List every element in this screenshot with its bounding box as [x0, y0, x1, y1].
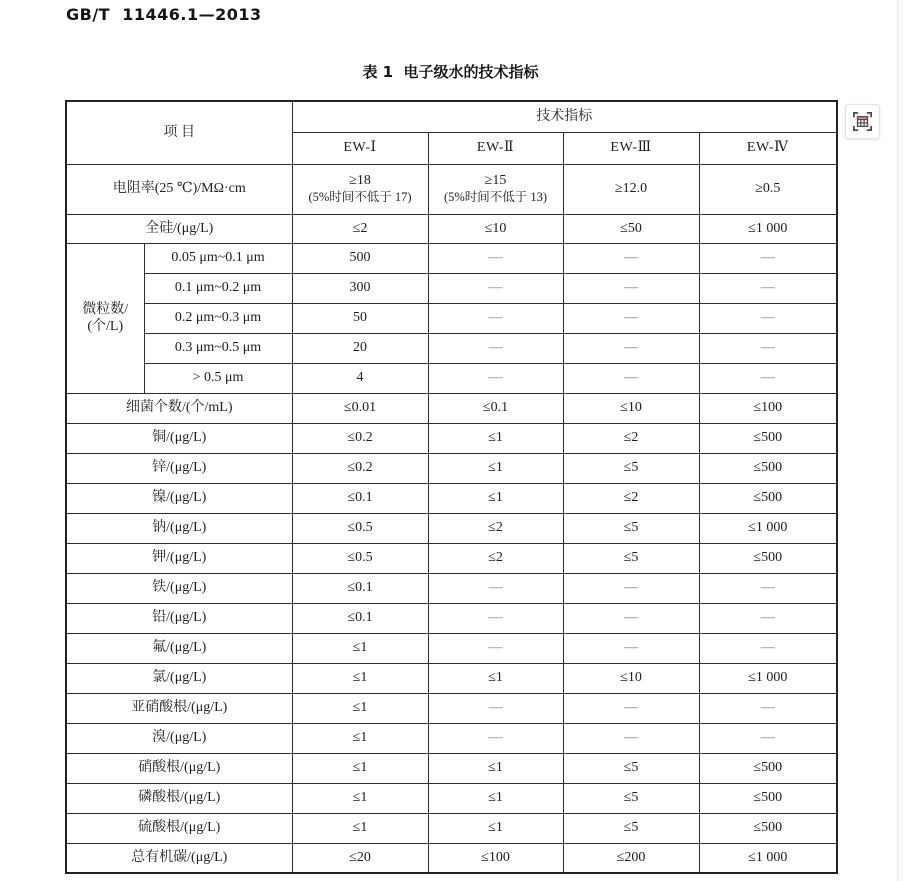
- row-label: 硝酸根/(μg/L): [66, 753, 292, 783]
- table-row: [66, 483, 837, 513]
- value-cell: ≤1: [428, 663, 563, 693]
- value-cell: —: [428, 633, 563, 663]
- value-cell: ≤500: [699, 423, 837, 453]
- value-cell: ≤500: [699, 783, 837, 813]
- page-edge-fill: [898, 0, 903, 881]
- value-cell: —: [699, 273, 837, 303]
- row-label: 钠/(μg/L): [66, 513, 292, 543]
- value-cell: —: [563, 243, 699, 273]
- group-label-line: (个/L): [87, 319, 124, 334]
- row-label: 磷酸根/(μg/L): [66, 783, 292, 813]
- value-cell: ≤2: [292, 214, 428, 243]
- value-cell: ≤5: [563, 783, 699, 813]
- value-cell: ≤200: [563, 843, 699, 873]
- row-label: 0.2 μm~0.3 μm: [144, 303, 292, 333]
- particle-group-label: [66, 243, 144, 393]
- value-main: ≥15: [484, 173, 507, 189]
- value-cell: ≤0.1: [428, 393, 563, 423]
- row-label: 钾/(μg/L): [66, 543, 292, 573]
- value-cell: ≤1 000: [699, 513, 837, 543]
- value-cell: —: [563, 363, 699, 393]
- table-row: [66, 663, 837, 693]
- table-row-resistivity: [66, 164, 837, 214]
- value-cell: ≤0.1: [292, 603, 428, 633]
- table-row-silica: [66, 214, 837, 243]
- value-cell: 300: [292, 273, 428, 303]
- value-cell: ≤1: [292, 813, 428, 843]
- value-cell: ≤500: [699, 813, 837, 843]
- value-cell: —: [699, 723, 837, 753]
- value-cell: ≤1 000: [699, 843, 837, 873]
- value-cell: ≥0.5: [699, 164, 837, 214]
- value-cell: ≤10: [563, 663, 699, 693]
- value-cell: —: [428, 693, 563, 723]
- table-row: [66, 603, 837, 633]
- value-cell: —: [563, 333, 699, 363]
- value-main: ≥18: [349, 173, 371, 189]
- value-cell: ≤2: [563, 423, 699, 453]
- value-cell: ≤500: [699, 753, 837, 783]
- value-cell: ≤1: [292, 783, 428, 813]
- value-cell: —: [428, 243, 563, 273]
- value-cell: ≤500: [699, 453, 837, 483]
- value-cell: 20: [292, 333, 428, 363]
- value-note: (5%时间不低于 13): [443, 189, 548, 204]
- spec-header-cell: 技术指标: [292, 101, 837, 132]
- value-cell: ≤0.1: [292, 573, 428, 603]
- value-cell: ≤1: [428, 483, 563, 513]
- grade-header-ew1: EW-Ⅰ: [292, 132, 428, 164]
- row-label: 氟/(μg/L): [66, 633, 292, 663]
- value-cell: —: [428, 603, 563, 633]
- row-label: 细菌个数/(个/mL): [66, 393, 292, 423]
- value-cell: ≤1: [428, 423, 563, 453]
- item-header-cell: 项 目: [66, 101, 292, 164]
- value-cell: ≤1: [428, 813, 563, 843]
- table-row: [66, 543, 837, 573]
- row-label: 总有机碳/(μg/L): [66, 843, 292, 873]
- value-cell: ≤5: [563, 753, 699, 783]
- spec-table: [65, 100, 838, 874]
- value-cell: ≤5: [563, 543, 699, 573]
- row-label: 0.1 μm~0.2 μm: [144, 273, 292, 303]
- value-cell: ≤1: [292, 633, 428, 663]
- row-label: 0.05 μm~0.1 μm: [144, 243, 292, 273]
- value-cell: ≤0.1: [292, 483, 428, 513]
- table-row: [66, 513, 837, 543]
- row-label: 铅/(μg/L): [66, 603, 292, 633]
- table-row: [66, 813, 837, 843]
- value-cell: —: [428, 303, 563, 333]
- value-cell: —: [699, 693, 837, 723]
- value-cell: —: [699, 633, 837, 663]
- value-cell: ≤5: [563, 453, 699, 483]
- value-cell: [292, 164, 428, 214]
- value-cell: —: [428, 273, 563, 303]
- value-cell: 50: [292, 303, 428, 333]
- table-row-particles: [66, 303, 837, 333]
- group-label-line: 微粒数/: [82, 301, 129, 317]
- table-row: [66, 753, 837, 783]
- table-header-row: [66, 101, 837, 132]
- value-cell: ≤0.2: [292, 423, 428, 453]
- table-extract-button[interactable]: [845, 104, 880, 139]
- value-cell: —: [563, 693, 699, 723]
- row-label: 铁/(μg/L): [66, 573, 292, 603]
- table-row: [66, 573, 837, 603]
- value-cell: ≤0.2: [292, 453, 428, 483]
- value-cell: ≤500: [699, 483, 837, 513]
- table-row: [66, 393, 837, 423]
- value-cell: ≤20: [292, 843, 428, 873]
- value-cell: ≤1 000: [699, 663, 837, 693]
- value-cell: —: [563, 573, 699, 603]
- row-label: 锌/(μg/L): [66, 453, 292, 483]
- row-label: > 0.5 μm: [144, 363, 292, 393]
- table-row: [66, 843, 837, 873]
- value-cell: ≤0.01: [292, 393, 428, 423]
- row-label: 硫酸根/(μg/L): [66, 813, 292, 843]
- table-row: [66, 423, 837, 453]
- row-label: 亚硝酸根/(μg/L): [66, 693, 292, 723]
- value-cell: ≤0.5: [292, 543, 428, 573]
- value-cell: ≤1: [292, 693, 428, 723]
- grade-header-ew2: EW-Ⅱ: [428, 132, 563, 164]
- row-label: 电阻率(25 ℃)/MΩ·cm: [66, 164, 292, 214]
- value-cell: —: [563, 303, 699, 333]
- value-cell: —: [428, 723, 563, 753]
- value-cell: —: [699, 243, 837, 273]
- value-cell: ≤100: [428, 843, 563, 873]
- value-cell: ≤1: [292, 753, 428, 783]
- value-cell: ≤0.5: [292, 513, 428, 543]
- value-cell: ≤1 000: [699, 214, 837, 243]
- value-cell: ≤2: [428, 513, 563, 543]
- table-row-particles: [66, 333, 837, 363]
- value-cell: —: [699, 333, 837, 363]
- value-cell: ≤2: [563, 483, 699, 513]
- row-label: 全硅/(μg/L): [66, 214, 292, 243]
- table-row: [66, 453, 837, 483]
- value-cell: ≤10: [563, 393, 699, 423]
- grade-header-ew3: EW-Ⅲ: [563, 132, 699, 164]
- value-cell: ≤50: [563, 214, 699, 243]
- value-cell: ≤1: [292, 723, 428, 753]
- value-cell: ≤1: [292, 663, 428, 693]
- row-label: 0.3 μm~0.5 μm: [144, 333, 292, 363]
- doc-number: GB/T 11446.1—2013: [66, 5, 262, 24]
- value-cell: 4: [292, 363, 428, 393]
- table-extract-icon: [851, 110, 874, 133]
- value-cell: ≤5: [563, 513, 699, 543]
- page-edge-divider: [897, 0, 898, 881]
- value-cell: ≥12.0: [563, 164, 699, 214]
- row-label: 氯/(μg/L): [66, 663, 292, 693]
- value-cell: —: [563, 273, 699, 303]
- value-cell: —: [428, 363, 563, 393]
- value-cell: ≤500: [699, 543, 837, 573]
- value-cell: ≤5: [563, 813, 699, 843]
- table-row-particles: [66, 273, 837, 303]
- value-cell: —: [563, 723, 699, 753]
- row-label: 铜/(μg/L): [66, 423, 292, 453]
- table-row: [66, 693, 837, 723]
- value-cell: —: [699, 363, 837, 393]
- value-cell: ≤1: [428, 453, 563, 483]
- value-note: (5%时间不低于 17): [308, 189, 412, 204]
- row-label: 溴/(μg/L): [66, 723, 292, 753]
- value-cell: ≤2: [428, 543, 563, 573]
- table-row: [66, 723, 837, 753]
- table-row-particles: [66, 243, 837, 273]
- value-cell: —: [563, 633, 699, 663]
- value-cell: —: [699, 573, 837, 603]
- table-row: [66, 633, 837, 663]
- value-cell: —: [699, 303, 837, 333]
- value-cell: [428, 164, 563, 214]
- table-caption: 表 1 电子级水的技术指标: [362, 63, 539, 81]
- value-cell: ≤1: [428, 783, 563, 813]
- value-cell: ≤100: [699, 393, 837, 423]
- value-cell: ≤1: [428, 753, 563, 783]
- value-cell: —: [428, 573, 563, 603]
- grade-header-ew4: EW-Ⅳ: [699, 132, 837, 164]
- value-cell: —: [699, 603, 837, 633]
- value-cell: —: [428, 333, 563, 363]
- table-row-particles: [66, 363, 837, 393]
- value-cell: —: [563, 603, 699, 633]
- value-cell: 500: [292, 243, 428, 273]
- table-row: [66, 783, 837, 813]
- value-cell: ≤10: [428, 214, 563, 243]
- row-label: 镍/(μg/L): [66, 483, 292, 513]
